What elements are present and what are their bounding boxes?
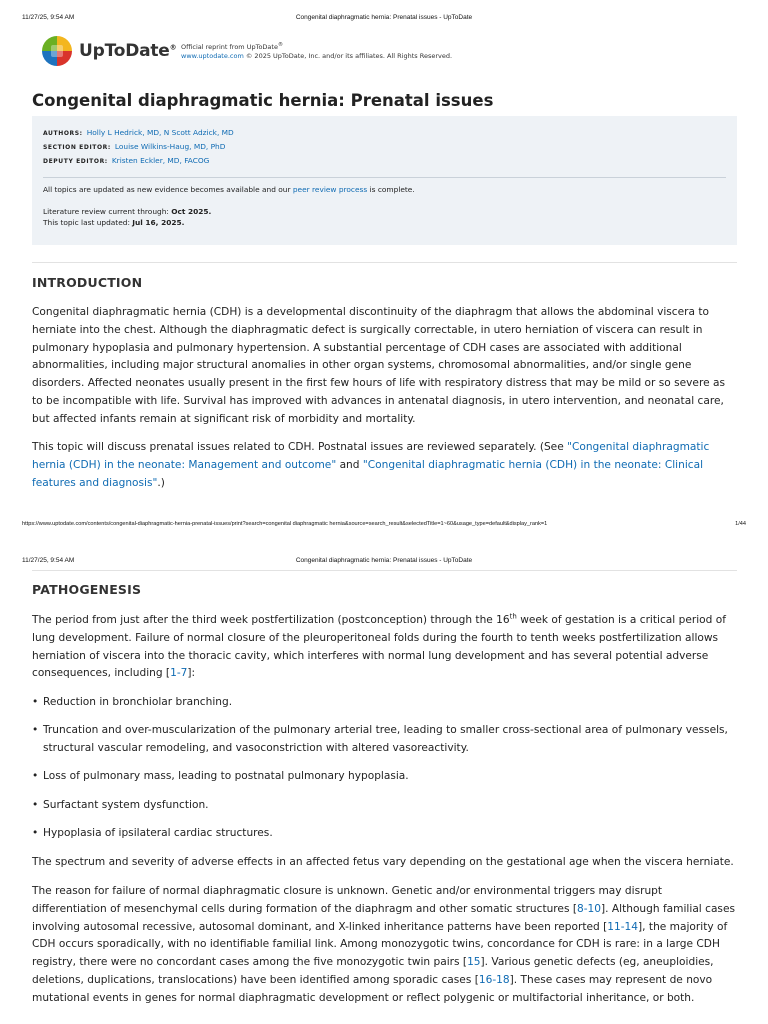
section-editor-link[interactable]: Louise Wilkins-Haug, MD, PhD xyxy=(114,142,226,151)
authors-link[interactable]: Holly L Hedrick, MD, N Scott Adzick, MD xyxy=(86,128,234,137)
cdh-clinical-features-link[interactable]: "Congenital diaphragmatic hernia (CDH) in the neonate: Clinical features and diagnosis" xyxy=(32,458,704,489)
info-divider xyxy=(43,177,726,178)
peer-review-link[interactable]: peer review process xyxy=(292,185,368,194)
uptodate-brand xyxy=(42,36,176,66)
print-page-number: 1/44 xyxy=(735,521,746,527)
topic-info-box xyxy=(32,116,737,245)
introduction-heading: INTRODUCTION xyxy=(32,275,143,290)
section-editor-row: SECTION EDITOR: Louise Wilkins-Haug, MD, PhD xyxy=(43,142,226,151)
section-divider xyxy=(32,262,737,263)
print-url: https://www.uptodate.com/contents/congenital-diaphragmatic-hernia-prenatal-issues/print?search=congenital diaphragmatic hernia&source=search_result&selectedTitle=1~60&usage_type=default&display_rank=1 xyxy=(22,521,548,527)
brand-name: UpToDate® xyxy=(79,41,177,61)
page-title: Congenital diaphragmatic hernia: Prenatal issues xyxy=(32,91,494,110)
reference-link[interactable]: 16-18 xyxy=(478,973,510,986)
list-item: • Surfactant system dysfunction. xyxy=(32,797,737,815)
introduction-paragraph-2: This topic will discuss prenatal issues related to CDH. Postnatal issues are reviewed separately. (See "Congenital diaphragmatic hernia (CDH) in the neonate: Management and outcome" and "Congenital diaphragmatic hernia (CDH) in the neonate: Clinical features and diagnosis".) xyxy=(32,441,710,489)
print-footer xyxy=(22,521,746,527)
reference-link[interactable]: 15 xyxy=(467,956,481,969)
deputy-editor-row: DEPUTY EDITOR: Kristen Eckler, MD, FACOG xyxy=(43,156,210,165)
authors-row: AUTHORS: Holly L Hedrick, MD, N Scott Adzick, MD xyxy=(43,128,234,137)
uptodate-logo-icon xyxy=(42,36,72,66)
adverse-consequences-list xyxy=(32,694,737,853)
pathogenesis-paragraph-3: The reason for failure of normal diaphragmatic closure is unknown. Genetic and/or environmental triggers may disrupt differentiation of mesenchymal cells during formation of the diaphragm and other somatic structures [8-10]. Although familial cases involving autosomal recessive, autosomal dominant, and X-linked inheritance patterns have been reported [11-14], the majority of CDH occurs sporadically, with no identifiable familial link. Among monozygotic twins, concordance for CDH is rare: in a large CDH registry, there were no concordant cases among the five monozygotic twin pairs [15]. Various genetic defects (eg, aneuploidies, deletions, duplications, translocations) have been identified among sporadic cases [16-18]. These cases may represent de novo mutational events in genes for normal diaphragmatic development or reflect polygenic or multifactorial inheritance, or both. xyxy=(32,885,735,1004)
list-item: • Reduction in bronchiolar branching. xyxy=(32,694,737,712)
print-page-title: Congenital diaphragmatic hernia: Prenatal issues - UpToDate xyxy=(295,557,473,564)
reference-link[interactable]: 1-7 xyxy=(170,667,188,680)
print-header xyxy=(0,14,768,26)
reprint-notice: Official reprint from UpToDate® www.uptodate.com © 2025 UpToDate, Inc. and/or its affiliates. All Rights Reserved. xyxy=(181,42,453,61)
print-timestamp: 11/27/25, 9:54 AM xyxy=(22,14,75,21)
print-page-title: Congenital diaphragmatic hernia: Prenatal issues - UpToDate xyxy=(295,14,473,21)
introduction-paragraph-1: Congenital diaphragmatic hernia (CDH) is a developmental discontinuity of the diaphragm that allows the abdominal viscera to herniate into the chest. Although the diaphragmatic defect is surgically correctable, in utero herniation of viscera can result in pulmonary hypoplasia and pulmonary hypertension. A substantial percentage of CDH cases are associated with additional abnormalities, including major structural anomalies in other organ systems, chromosomal abnormalities, and/or single gene disorders. Affected neonates usually present in the first few hours of life with respiratory distress that may be mild or so severe as to be incompatible with life. Survival has improved with advances in antenatal diagnosis, in utero intervention, and neonatal care, but affected infants remain at significant risk of morbidity and mortality. xyxy=(32,306,725,425)
pathogenesis-heading: PATHOGENESIS xyxy=(32,582,142,597)
reference-link[interactable]: 8-10 xyxy=(576,902,602,915)
reference-link[interactable]: 11-14 xyxy=(607,920,639,933)
pathogenesis-paragraph-2: The spectrum and severity of adverse effects in an affected fetus vary depending on the gestational age when the viscera herniate. xyxy=(32,856,734,868)
print-timestamp: 11/27/25, 9:54 AM xyxy=(22,557,75,564)
deputy-editor-link[interactable]: Kristen Eckler, MD, FACOG xyxy=(111,156,210,165)
print-header-page-2 xyxy=(0,557,768,569)
list-item: • Truncation and over-muscularization of the pulmonary arterial tree, leading to smaller cross-sectional area of pulmonary vessels, structural vascular remodeling, and vasoconstriction with altered vasoreactivity. xyxy=(32,722,737,758)
review-dates: Literature review current through: Oct 2025. This topic last updated: Jul 16, 2025. xyxy=(43,207,212,227)
list-item: • Hypoplasia of ipsilateral cardiac structures. xyxy=(32,825,737,843)
list-item: • Loss of pulmonary mass, leading to postnatal pulmonary hypoplasia. xyxy=(32,768,737,786)
section-divider xyxy=(32,570,737,571)
uptodate-site-link[interactable]: www.uptodate.com xyxy=(181,52,244,61)
pathogenesis-paragraph-1: The period from just after the third week postfertilization (postconception) through the 16th week of gestation is a critical period of lung development. Failure of normal closure of the pleuroperitoneal folds during the fourth to tenth weeks postfertilization allows herniation of viscera into the thoracic cavity, which interferes with normal lung development and has several potential adverse consequences, including [1-7]: xyxy=(32,612,726,680)
cdh-management-link[interactable]: "Congenital diaphragmatic hernia (CDH) in the neonate: Management and outcome" xyxy=(32,441,710,471)
update-note: All topics are updated as new evidence becomes available and our peer review process is complete. xyxy=(43,185,415,194)
